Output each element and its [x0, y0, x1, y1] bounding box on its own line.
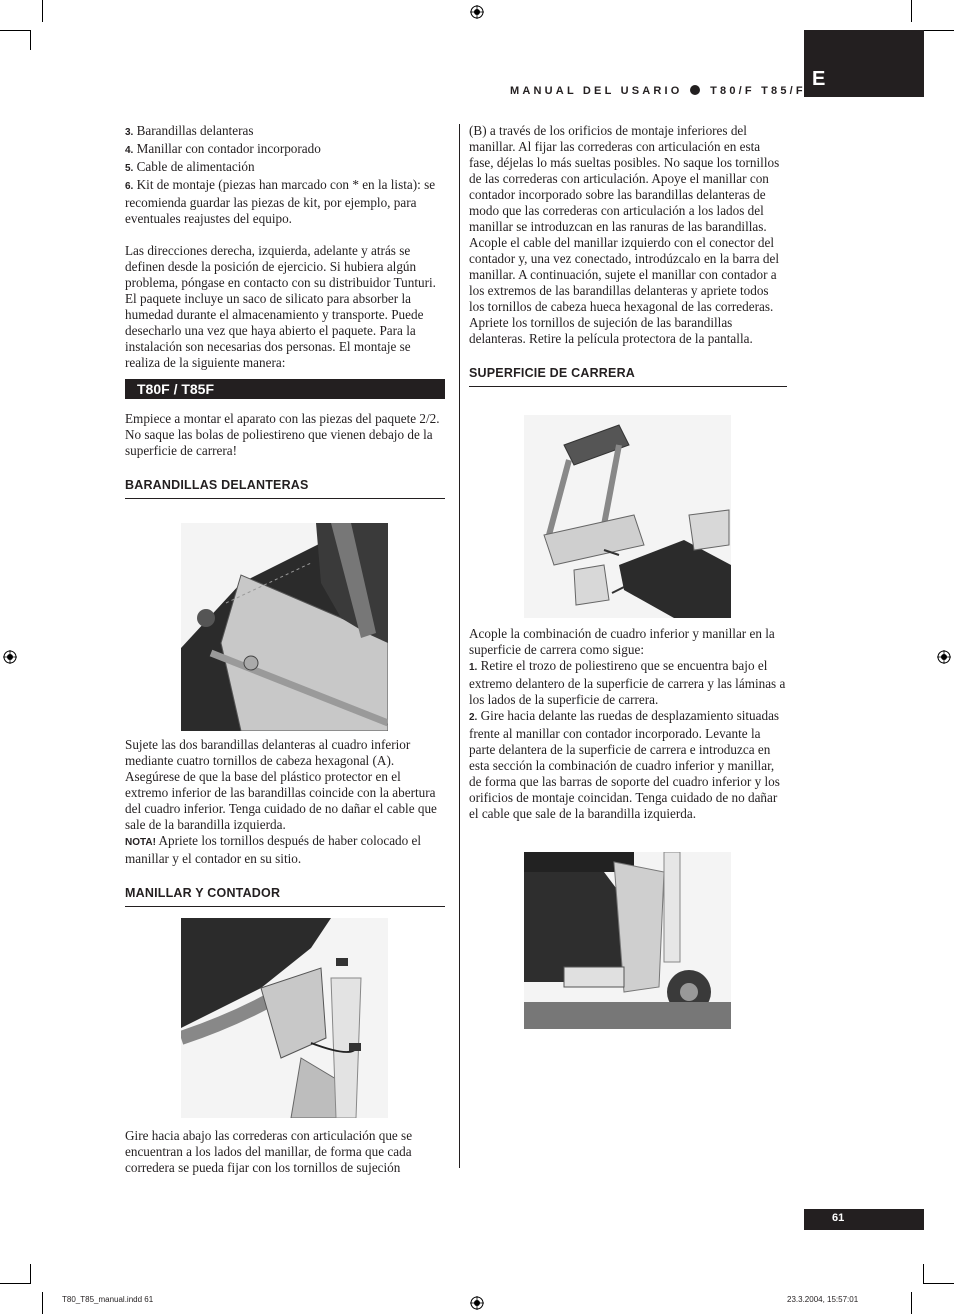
list-item: 4. Manillar con contador incorporado [125, 141, 321, 156]
list-item: 5. Cable de alimentación [125, 159, 255, 174]
language-tab-label: E [812, 68, 826, 90]
left-column-2 [125, 737, 445, 907]
registration-mark-icon [470, 1296, 484, 1310]
header-title: MANUAL DEL USARIO [510, 85, 683, 97]
transport-wheels-illustration [524, 852, 731, 1029]
footer-timestamp: 23.3.2004, 15:57:01 [787, 1295, 859, 1304]
continued-paragraph: (B) a través de los orificios de montaje inferiores del manillar. Al fijar las correderas con articulación en esta fase, déjelas lo más sueltas posibles. No saque los tornillos de las correderas con articulación. Apoye el manillar con contador incorporado sobre las barandillas delanteras de modo que las correderas con articulación a los lados del manillar se introduzcan en las ranuras de las barandillas. Acople el cable del manillar izquierdo con el conector del contador y, una vez conectado, introdúzcalo en la barra del manillar. A continuación, sujete el manillar con contador a los extremos de las barandillas delanteras y apriete todos los tornillos de cabeza hueca hexagonal de las correderas. Apriete los tornillos de sujeción de las barandillas delanteras. Retire la película protectora de la pantalla. [469, 123, 780, 346]
step-item: 2. Gire hacia delante las ruedas de desplazamiento situadas frente al manillar con contador incorporado. Levante la parte delantera de la superficie de carrera e introduzca en esta sección la combinación de cuadro inferior y manillar, de forma que las barras de soporte del cuadro inferior y los orificios de montaje coincidan. Tenga cuidado de no dañar el cable que sale de la barandilla izquierda. [469, 708, 780, 821]
registration-mark-icon [937, 650, 951, 664]
column-divider [459, 124, 460, 1168]
handrails-paragraph: Sujete las dos barandillas delanteras al cuadro inferior mediante cuatro tornillos de cabeza hexagonal (A). Asegúrese de que la base del plástico protector en el extremo inferior de las barandillas coincide con la abertura del cuadro inferior. Tenga cuidado de no dañar el cable que sale de la barandilla izquierda. [125, 737, 437, 832]
running-header [510, 85, 806, 97]
note-paragraph: NOTA! Apriete los tornillos después de haber colocado el manillar y el contador en su sitio. [125, 833, 422, 866]
running-surface-illustration [524, 415, 731, 618]
handlebar-paragraph: Gire hacia abajo las correderas con articulación que se encuentran a los lados del manillar, de forma que cada corredera se pueda fijar con los tornillos de sujeción [125, 1128, 413, 1175]
page-number: 61 [832, 1212, 845, 1224]
front-handrails-illustration [181, 523, 388, 731]
left-column-3 [125, 1128, 445, 1176]
registration-mark-icon [3, 650, 17, 664]
list-item: 6. Kit de montaje (piezas han marcado con * en la lista): se recomienda guardar las piezas de kit, por ejemplo, para eventuales reajustes del equipo. [125, 177, 436, 226]
registration-mark-icon [470, 5, 484, 19]
model-paragraph: No saque las bolas de poliestireno que vienen debajo de la superficie de carrera! [125, 427, 433, 458]
right-column [469, 123, 787, 387]
page-number-box [804, 1209, 924, 1230]
intro-paragraph: Las direcciones derecha, izquierda, adelante y atrás se definen desde la posición de ejercicio. Si hubiera algún problema, póngase en contacto con su distribuidor Tunturi. El paquete incluye un saco de silicato para absorber la humedad durante el almacenamiento y transporte. Puede desecharlo una vez que haya abierto el paquete. Para la instalación son necesarias dos personas. El montaje se realiza de la siguiente manera: [125, 243, 436, 370]
footer-file: T80_T85_manual.indd 61 [62, 1295, 154, 1304]
section-heading: MANILLAR Y CONTADOR [125, 885, 445, 907]
bullet-icon [690, 85, 700, 95]
surface-intro-paragraph: Acople la combinación de cuadro inferior y manillar en la superficie de carrera como sigue: [469, 626, 775, 657]
section-heading: SUPERFICIE DE CARRERA [469, 365, 787, 387]
list-item: 3. Barandillas delanteras [125, 123, 254, 138]
model-paragraph: Empiece a montar el aparato con las piezas del paquete 2/2. [125, 411, 440, 426]
language-tab [804, 30, 924, 97]
header-model: T80/F T85/F [710, 85, 806, 97]
model-section-bar: T80F / T85F [125, 379, 445, 399]
section-heading: BARANDILLAS DELANTERAS [125, 477, 445, 499]
left-column [125, 123, 445, 499]
handlebar-console-illustration [181, 918, 388, 1118]
step-item: 1. Retire el trozo de poliestireno que se encuentra bajo el extremo delantero de la superficie de carrera y las láminas a los lados de la superficie de carrera. [469, 658, 786, 707]
right-column-2 [469, 626, 787, 822]
